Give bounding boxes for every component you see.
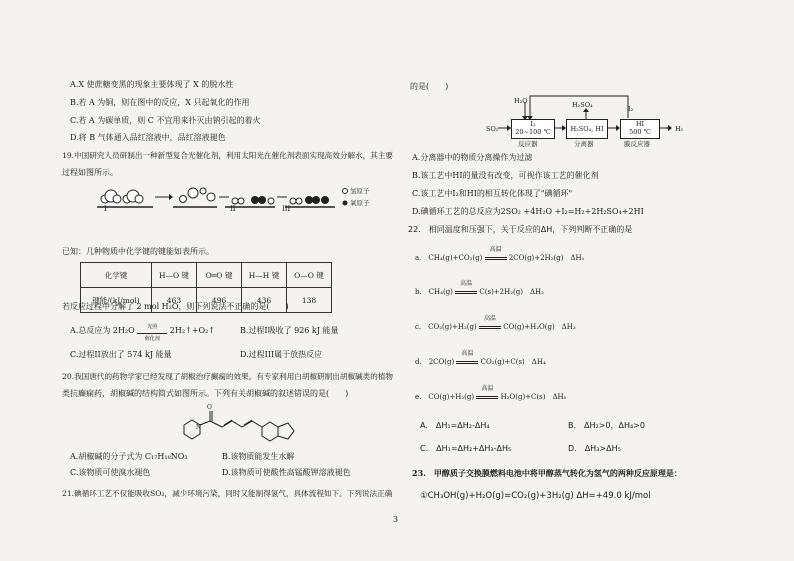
- table-cell: 138: [287, 288, 332, 313]
- eq-a-condition: 高温: [489, 246, 502, 253]
- q23-equation-1: ①CH₃OH(g)+H₂O(g)=CO₂(g)+3H₂(g) ΔH=+49.0 kJ/mol: [420, 491, 651, 501]
- equation-b: [415, 280, 544, 297]
- q19-known: 已知：几种物质中化学键的键能如表所示。: [62, 247, 214, 256]
- q20-option-b: B.该物质能发生水解: [222, 452, 295, 461]
- table-header: 化学键: [81, 263, 152, 288]
- flow-h2o: H₂O: [514, 97, 528, 105]
- table-cell: 463: [152, 288, 197, 313]
- legend-oxygen: 氧原子: [350, 199, 370, 207]
- reactor-box-bottom: 20~100 ℃: [515, 128, 551, 136]
- eq-d-condition: 高温: [461, 350, 474, 357]
- table-header-row: [81, 263, 332, 288]
- eq-b-lhs: b. CH₄(g): [415, 288, 453, 296]
- mol-oxygen-label: O: [207, 404, 212, 411]
- legend-hydrogen: 氢原子: [350, 187, 370, 195]
- separator-label: 分离器: [574, 140, 594, 148]
- q21-stem-tail: 的是( ): [410, 82, 449, 91]
- q22-stem: 22. 相同温度和压强下，关于反应的ΔH，下列判断不正确的是: [408, 225, 633, 234]
- eq-a-rhs: 2CO(g)+2H₂(g) ΔH₁: [508, 254, 585, 262]
- eq-c-arrow: [479, 315, 501, 329]
- table-cell: 496: [197, 288, 242, 313]
- q19-stem-line1: 19.中国研究人员研制出一种新型复合光催化剂，利用太阳光在催化剂表面实现高效分解水，其主要: [62, 151, 394, 160]
- q19-a-lhs: A.总反应为 2H₂O: [70, 326, 135, 335]
- eq-a-arrow: [485, 246, 507, 260]
- q20-stem-line2: 类抗癫痫药，胡椒碱的结构简式如图所示。下列有关胡椒碱的叙述错误的是( ): [62, 389, 349, 398]
- eq-d-arrow: [456, 350, 478, 364]
- q20-option-a: A.胡椒碱的分子式为 C₁₇H₁₈NO₃: [70, 452, 188, 461]
- q22-option-d: D. ΔH₃>ΔH₅: [568, 444, 621, 453]
- stage-1-label: I: [104, 205, 107, 213]
- table-header: H—O 键: [152, 263, 197, 288]
- stage-3-label: III: [282, 205, 291, 213]
- eq-d-rhs: CO₂(g)+C(s) ΔH₄: [480, 358, 546, 366]
- mol-nitrogen-label: N: [196, 424, 202, 431]
- q21-option-b: B.该工艺中HI的量没有改变，可视作该工艺的催化剂: [412, 171, 599, 180]
- arrow-condition-bottom: 催化剂: [144, 335, 160, 342]
- q18-option-c: C.若 A 为碳单质，则 C 不宜用来扑灭由钠引起的着火: [70, 116, 261, 125]
- flow-h2: H₂: [675, 125, 684, 133]
- eq-e-condition: 高温: [481, 385, 494, 392]
- equation-d: [415, 350, 546, 367]
- q20-option-d: D.该物质可使酸性高锰酸钾溶液褪色: [222, 468, 351, 477]
- q22-option-a: A. ΔH₁=ΔH₂-ΔH₄: [420, 421, 490, 430]
- q20-stem-line1: 20.我国唐代的药物学家已经发现了胡椒治疗癫痫的效果。有专家利用白胡椒研制出胡椒碱类的植物: [62, 372, 394, 381]
- q19-option-c: C.过程II放出了 574 kJ 能量: [70, 350, 172, 359]
- table-header: H—H 键: [242, 263, 287, 288]
- q21-option-a: A.分离器中的物质分离操作为过滤: [412, 153, 533, 162]
- eq-d-lhs: d. 2CO(g): [415, 358, 455, 366]
- q21-stem-line1: 21.碘循环工艺不仅能吸收SO₂，减少环境污染，同时又能制得氢气，具体流程如下。下列说法正确: [62, 489, 393, 498]
- eq-c-lhs: c. CO₂(g)+H₂(g): [415, 323, 477, 331]
- piperine-structure: [170, 403, 320, 443]
- q19-a-rhs: 2H₂↑+O₂↑: [169, 326, 215, 335]
- flow-h2so4: H₂SO₄: [572, 101, 593, 109]
- q18-option-d: D.将 B 气体通入品红溶液中，品红溶液褪色: [70, 133, 226, 142]
- q22-option-b: B. ΔH₂>0，ΔH₄>0: [568, 421, 646, 430]
- eq-a-lhs: a. CH₄(g)+CO₂(g): [415, 254, 483, 262]
- flow-i2-return: I₂: [628, 105, 634, 113]
- q19-option-d: D.过程III属于放热反应: [240, 350, 323, 359]
- arrow-condition-top: 光照: [147, 323, 158, 330]
- eq-e-rhs: H₂O(g)+C(s) ΔH₅: [500, 393, 567, 401]
- table-cell: 436: [242, 288, 287, 313]
- eq-e-arrow: [476, 385, 498, 399]
- reactor-box-top: I₂: [530, 120, 536, 128]
- q19-stem-line2: 过程如图所示。: [62, 168, 118, 177]
- separator-box: H₂SO₄, HI: [566, 119, 608, 139]
- membrane-reactor-label: 膜反应器: [624, 140, 650, 148]
- eq-b-rhs: C(s)+2H₂(g) ΔH₂: [479, 288, 544, 296]
- table-header: O═O 键: [197, 263, 242, 288]
- eq-c-rhs: CO(g)+H₂O(g) ΔH₃: [503, 323, 576, 331]
- q19-option-b: B.过程I吸收了 926 kJ 能量: [240, 326, 339, 335]
- reactor-label: 反应器: [518, 140, 538, 148]
- q23-stem: 23. 甲醇质子交换膜燃料电池中将甲醇蒸气转化为氢气的两种反应原理是：: [412, 468, 682, 478]
- equation-a: [415, 246, 585, 263]
- table-row-label: 键能/(kJ/mol): [81, 288, 152, 313]
- flow-so2: SO₂: [486, 125, 499, 133]
- table-header: O—O 键: [287, 263, 332, 288]
- q21-option-d: D.碘循环工艺的总反应为2SO₂ +4H₂O +I₂=H₂+2H₂SO₄+2HI: [412, 207, 644, 216]
- membrane-box-top: HI: [635, 120, 645, 128]
- q19-option-a: [70, 323, 215, 342]
- reactor-box: [511, 119, 555, 139]
- q20-option-c: C.该物质可使溴水褪色: [70, 468, 151, 477]
- eq-b-arrow: [455, 280, 477, 294]
- q18-option-b: B.若 A 为铜，则在图中的反应，X 只起氧化的作用: [70, 98, 250, 107]
- membrane-box-bottom: 500 ℃: [629, 128, 651, 136]
- page-number: 3: [393, 515, 399, 524]
- equation-c: [415, 315, 576, 332]
- q18-option-a: A.X 使蔗糖变黑的现象主要体现了 X 的脱水性: [70, 80, 234, 89]
- q22-option-c: C. ΔH₁=ΔH₂+ΔH₃-ΔH₅: [420, 444, 512, 453]
- reaction-arrow: [137, 323, 167, 342]
- eq-e-lhs: e. CO(g)+H₂(g): [415, 393, 475, 401]
- eq-c-condition: 高温: [483, 315, 496, 322]
- stage-2-label: II: [230, 205, 236, 213]
- membrane-reactor-box: [620, 119, 660, 139]
- q19-question: 若反应过程中分解了 2 mol H₂O，则下列说法不正确的是( ): [62, 302, 289, 311]
- equation-e: [415, 385, 567, 402]
- eq-b-condition: 高温: [460, 280, 473, 287]
- q21-option-c: C.该工艺中I₂和HI的相互转化体现了"碘循环": [412, 189, 573, 198]
